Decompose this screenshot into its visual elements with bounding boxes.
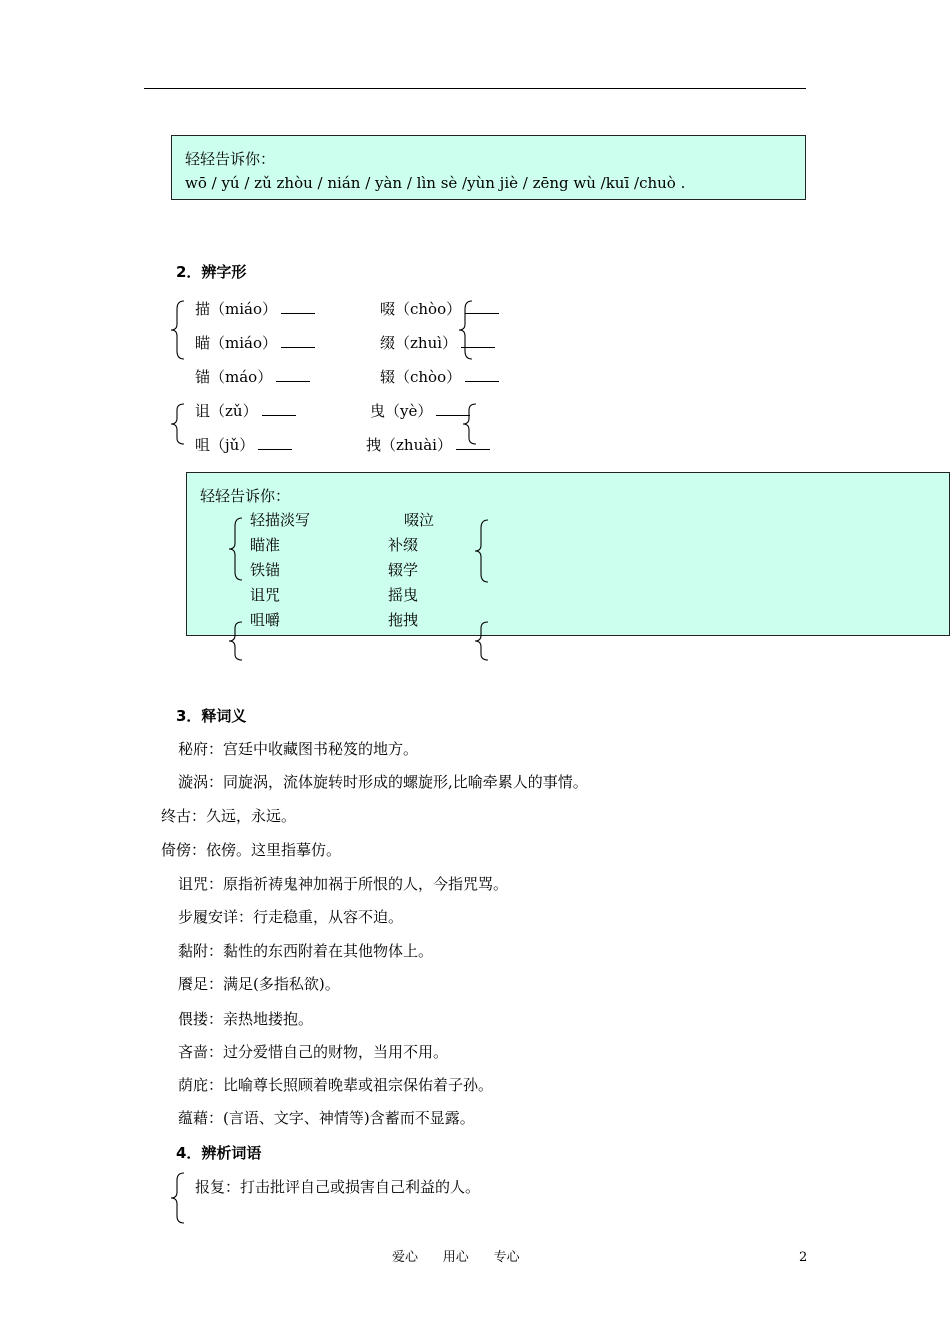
definition-item: 荫庇：比喻尊长照顾着晚辈或祖宗保佑着子孙。 — [178, 1076, 494, 1094]
definition-item: 餍足：满足(多指私欲)。 — [178, 975, 340, 993]
word-item: 轻描淡写 — [250, 511, 311, 529]
char-item: 描（miáo） — [195, 299, 315, 317]
definition-item: 漩涡：同旋涡，流体旋转时形成的螺旋形,比喻牵累人的事情。 — [178, 773, 588, 791]
definition-item: 诅咒：原指祈祷鬼神加祸于所恨的人，今指咒骂。 — [178, 875, 509, 893]
brace-icon — [170, 403, 186, 445]
tip-box-pinyin — [171, 135, 806, 200]
word-item: 瞄准 — [250, 536, 281, 554]
word-item: 补缀 — [388, 536, 419, 554]
definition-item: 倚傍：依傍。这里指摹仿。 — [161, 841, 342, 859]
definition-item: 秘府：宫廷中收藏图书秘笈的地方。 — [178, 740, 419, 758]
footer-motto: 爱心 用心 专心 — [392, 1250, 520, 1265]
section-heading-2: 2．辨字形 — [176, 263, 247, 281]
brace-icon — [462, 403, 478, 445]
answer-blank[interactable] — [258, 435, 292, 450]
header-rule — [144, 88, 806, 89]
tip-pinyin-answers: wō / yú / zǔ zhòu / nián / yàn / lìn sè /yùn jiè / zēng wù /kuī /chuò . — [185, 174, 686, 192]
answer-blank[interactable] — [276, 367, 310, 382]
page-number: 2 — [799, 1250, 808, 1265]
char-item: 诅（zǔ） — [195, 401, 296, 419]
definition-item: 偎搂：亲热地搂抱。 — [178, 1010, 314, 1028]
word-item: 拖拽 — [388, 611, 419, 629]
brace-icon — [170, 300, 186, 360]
answer-blank[interactable] — [281, 299, 315, 314]
word-item: 摇曳 — [388, 586, 419, 604]
brace-icon — [170, 1172, 186, 1224]
char-item: 曳（yè） — [370, 401, 470, 419]
char-item: 咀（jǔ） — [195, 435, 292, 453]
char-item: 啜（chòo） — [380, 299, 499, 317]
definition-item: 终古：久远，永远。 — [161, 807, 297, 825]
brace-icon — [228, 517, 244, 581]
word-item: 诅咒 — [250, 586, 281, 604]
brace-icon — [474, 621, 490, 661]
brace-icon — [228, 621, 244, 661]
brace-icon — [458, 300, 474, 360]
brace-icon — [474, 519, 490, 583]
char-item: 锚（máo） — [195, 367, 310, 385]
word-item: 咀嚼 — [250, 611, 281, 629]
tip-box-words — [186, 472, 950, 636]
answer-blank[interactable] — [281, 333, 315, 348]
definition-item: 吝啬：过分爱惜自己的财物，当用不用。 — [178, 1043, 449, 1061]
word-item: 铁锚 — [250, 561, 281, 579]
definition-item: 步履安详：行走稳重，从容不迫。 — [178, 908, 404, 926]
answer-blank[interactable] — [465, 367, 499, 382]
answer-blank[interactable] — [262, 401, 296, 416]
word-item: 啜泣 — [404, 511, 435, 529]
tip-title: 轻轻告诉你： — [185, 150, 276, 168]
char-item: 缀（zhuì） — [380, 333, 495, 351]
word-analysis-item: 报复：打击批评自己或损害自己利益的人。 — [195, 1178, 481, 1196]
char-item: 拽（zhuài） — [366, 435, 490, 453]
definition-item: 黏附：黏性的东西附着在其他物体上。 — [178, 942, 434, 960]
tip-title: 轻轻告诉你： — [200, 487, 291, 505]
definition-item: 蕴藉：(言语、文字、神情等)含蓄而不显露。 — [178, 1109, 475, 1127]
section-heading-4: 4．辨析词语 — [176, 1144, 262, 1162]
section-heading-3: 3．释词义 — [176, 707, 247, 725]
char-item: 辍（chòo） — [380, 367, 499, 385]
word-item: 辍学 — [388, 561, 419, 579]
char-item: 瞄（miáo） — [195, 333, 315, 351]
